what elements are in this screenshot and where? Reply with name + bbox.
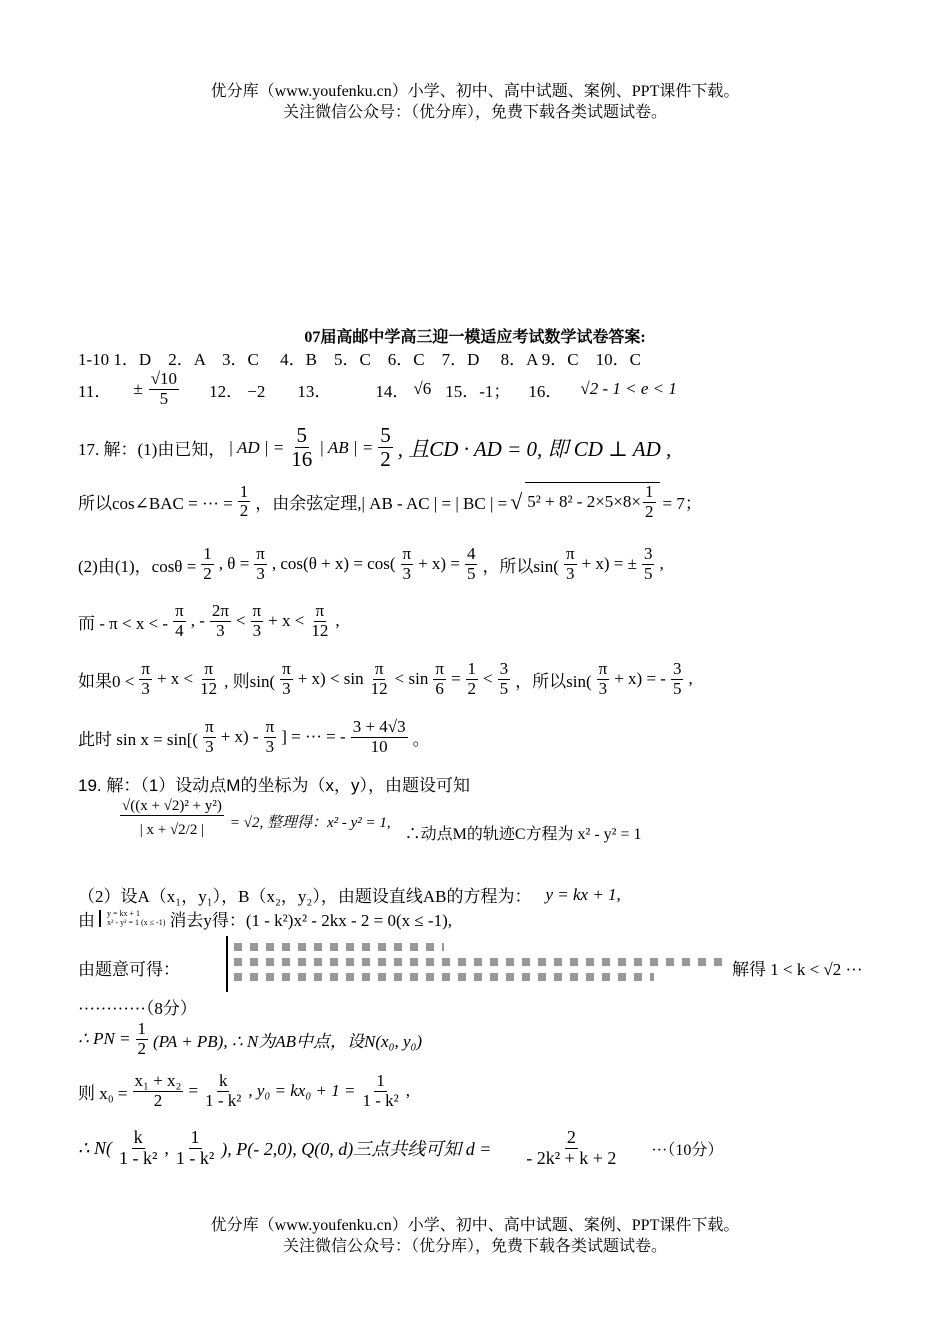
fraction xyxy=(360,1072,400,1110)
q14-value: √6 xyxy=(413,379,432,399)
frac-denominator: 10 xyxy=(370,736,388,756)
math-text: < sin xyxy=(394,669,429,689)
q13-answer: 13． xyxy=(297,381,332,401)
header-line-1: 优分库（www.youfenku.cn）小学、初中、高中试题、案例、PPT课件下载。 xyxy=(210,83,740,100)
frac-denominator: 6 xyxy=(435,678,444,698)
math-text: ，所以sin( xyxy=(482,556,559,576)
blurred-line xyxy=(234,973,654,981)
frac-denominator: 3 xyxy=(252,620,262,640)
frac-numerator: 1 xyxy=(645,482,654,501)
fraction xyxy=(597,660,610,698)
math-text: ∴ N( xyxy=(78,1137,112,1158)
fraction xyxy=(264,718,277,756)
frac-numerator: 1 xyxy=(376,1071,385,1090)
q17-line-3-head: (2)由(1)，cosθ = xyxy=(78,556,197,576)
math-text: , cos(θ + x) = cos( xyxy=(271,554,396,574)
frac-numerator: π xyxy=(315,601,325,620)
answers-1-10: 1-10 1．D 2．A 3．C 4．B 5．C 6．C 7．D 8．A 9．C 10．C xyxy=(78,350,641,369)
math-text: = xyxy=(188,1081,199,1101)
frac-denominator: 1 - k² xyxy=(118,1147,158,1168)
fraction xyxy=(465,545,478,583)
fraction xyxy=(203,718,216,756)
math-text: ), P(- 2,0), Q(0, d)三点共线可知 d = xyxy=(221,1139,492,1160)
blurred-inequality-system xyxy=(226,936,734,992)
q16-label: 16． xyxy=(528,381,563,401)
fraction xyxy=(280,660,293,698)
frac-denominator: 3 xyxy=(216,620,225,640)
fraction xyxy=(210,602,231,640)
q11-denominator: 5 xyxy=(159,388,169,408)
frac-denominator: | x + √2/2 | xyxy=(139,821,205,838)
fraction xyxy=(401,545,414,583)
math-text: + x) - xyxy=(220,727,259,747)
fraction xyxy=(498,660,511,698)
blurred-line xyxy=(234,943,444,951)
math-text: 消去y得：(1 - k²)x² - 2kx - 2 = 0(x ≤ -1), xyxy=(169,911,453,930)
math-text: 由 xyxy=(78,911,95,930)
frac-numerator: 3 + 4√3 xyxy=(352,717,406,736)
fraction xyxy=(309,602,330,640)
math-text: + x < xyxy=(156,669,194,689)
q17-line-3 xyxy=(78,545,664,583)
fraction xyxy=(254,545,267,583)
footer-line-2: 关注微信公众号：（优分库），免费下载各类试题试卷。 xyxy=(282,1238,667,1255)
fraction xyxy=(496,1128,646,1169)
q17-line-5 xyxy=(78,660,693,698)
q11-fraction xyxy=(149,370,179,408)
frac-numerator: π xyxy=(565,544,575,563)
math-text: < xyxy=(235,611,246,631)
q17-line-1-eq2: | AB | = xyxy=(319,437,374,457)
frac-numerator: 1 xyxy=(467,659,477,678)
q17-line-1-frac2 xyxy=(378,424,393,471)
frac-denominator: 3 xyxy=(598,678,608,698)
fraction xyxy=(564,545,577,583)
frac-numerator: π xyxy=(374,659,384,678)
math-text: = xyxy=(450,669,461,689)
q17-line-2-frac xyxy=(238,483,251,521)
frac-numerator: π xyxy=(205,717,214,736)
frac-numerator: 1 xyxy=(239,481,249,501)
frac-numerator: π xyxy=(435,659,444,678)
frac-numerator: 3 xyxy=(643,544,653,563)
math-text: , xyxy=(688,669,693,689)
answers-11-16 xyxy=(78,370,677,408)
q19-line-8 xyxy=(78,1072,410,1110)
q19-line-4 xyxy=(78,906,452,931)
math-text: , - xyxy=(190,611,205,631)
math-text: , xyxy=(335,611,340,631)
frac-denominator: 5 xyxy=(466,563,476,583)
frac-denominator: 12 xyxy=(311,620,329,640)
q19-line-5 xyxy=(78,936,898,996)
fraction xyxy=(136,1020,149,1058)
fraction xyxy=(671,660,684,698)
q19-line-7 xyxy=(78,1020,422,1058)
math-text: , y₀ = kx₀ + 1 = xyxy=(248,1081,356,1101)
blurred-line xyxy=(234,958,724,966)
q17-line-2 xyxy=(78,482,702,521)
frac-numerator: 1 xyxy=(190,1127,200,1147)
q17-line-1-tail: , 且CD · AD = 0, 即 CD ⊥ AD , xyxy=(397,436,672,461)
math-text: ] = ··· = - xyxy=(281,727,346,747)
frac-denominator: 3 xyxy=(141,678,150,698)
frac-denominator: 2 xyxy=(467,678,477,698)
frac-denominator: 2 xyxy=(203,563,212,583)
fraction xyxy=(203,1072,243,1110)
q15-answer: 15．-1； xyxy=(445,381,511,401)
math-text: , xyxy=(164,1137,169,1158)
q17-line-2-head: 所以cos∠BAC = ··· = xyxy=(78,494,233,514)
frac-numerator: 4 xyxy=(466,544,476,563)
math-text: ，所以sin( xyxy=(515,671,592,691)
q19-line-9 xyxy=(78,1128,723,1169)
q17-line-5-head: 如果0 < xyxy=(78,671,135,691)
q17-line-4 xyxy=(78,602,340,640)
math-text: + x) = - xyxy=(614,669,666,689)
math-text: + x) = xyxy=(418,554,460,574)
frac-numerator: k xyxy=(133,1127,143,1147)
document-title: 07届高邮中学高三迎一模适应考试数学试卷答案: xyxy=(304,329,646,346)
fraction xyxy=(466,660,479,698)
frac-denominator: 3 xyxy=(282,678,291,698)
math-text: ∴ PN = xyxy=(78,1029,131,1049)
frac-denominator: 3 xyxy=(265,736,275,756)
frac-denominator: 1 - k² xyxy=(205,1090,242,1110)
fraction xyxy=(173,602,186,640)
fraction xyxy=(642,545,655,583)
math-text: y = kx + 1 xyxy=(107,908,141,918)
frac-denominator: 2 xyxy=(137,1038,147,1058)
frac-denominator: 3 xyxy=(256,563,265,583)
fraction xyxy=(117,1128,159,1169)
fraction xyxy=(369,660,390,698)
frac-denominator: 5 xyxy=(672,678,682,698)
frac-numerator: π xyxy=(175,601,184,620)
frac-numerator: π xyxy=(282,659,291,678)
frac-numerator: √((x + √2)² + y²) xyxy=(122,798,222,814)
footer-line-1: 优分库（www.youfenku.cn）小学、初中、高中试题、案例、PPT课件下载。 xyxy=(210,1217,740,1234)
frac-denominator: 4 xyxy=(175,620,184,640)
frac-numerator: 3 xyxy=(499,659,509,678)
q11-sign: ± xyxy=(133,379,143,399)
fraction xyxy=(433,660,446,698)
q17-line-1 xyxy=(78,424,671,471)
fraction xyxy=(139,660,152,698)
q14-label: 14． xyxy=(375,381,410,401)
frac-numerator: π xyxy=(265,717,275,736)
math-text: , θ = xyxy=(218,554,250,574)
frac-numerator: π xyxy=(141,659,150,678)
frac-denominator: 2 xyxy=(153,1090,163,1110)
math-text: = √2, 整理得：x² - y² = 1, xyxy=(229,814,391,831)
fraction xyxy=(198,660,219,698)
frac-numerator: 2 xyxy=(566,1127,576,1147)
frac-denominator: 12 xyxy=(200,678,218,698)
frac-numerator: 5 xyxy=(380,423,391,447)
math-text: 则 x₀ = xyxy=(78,1083,128,1103)
frac-numerator: π xyxy=(598,659,608,678)
frac-numerator: π xyxy=(256,544,265,563)
q11-label: 11． xyxy=(78,381,112,401)
math-text: ···（10分） xyxy=(651,1141,724,1159)
root-expression: 5² + 8² - 2×5×8× xyxy=(527,492,641,512)
frac-denominator: 5 xyxy=(643,563,653,583)
q17-line-1-label: 17. 解：(1)由已知， xyxy=(78,440,226,460)
q19-fraction xyxy=(120,798,224,844)
fraction xyxy=(201,545,214,583)
q17-line-2-root xyxy=(525,482,659,521)
math-text: (PA + PB), ∴ N为AB中点，设N(x₀, y₀) xyxy=(153,1031,423,1051)
math-text: + x) < sin xyxy=(297,669,364,689)
fraction xyxy=(351,718,408,756)
math-text: x² - y² = 1 (x ≤ -1) xyxy=(107,917,166,927)
frac-numerator: 5 xyxy=(296,423,308,447)
header-line-2: 关注微信公众号：（优分库），免费下载各类试题试卷。 xyxy=(282,104,667,121)
q17-line-2-tail: = 7； xyxy=(662,494,702,514)
frac-numerator: π xyxy=(252,601,262,620)
math-text: , xyxy=(405,1081,410,1101)
q17-line-6 xyxy=(78,718,430,756)
frac-denominator: 3 xyxy=(205,736,214,756)
frac-numerator: 1 xyxy=(203,544,212,563)
q19-line-3 xyxy=(78,882,621,907)
q17-line-4-head: 而 - π < x < - xyxy=(78,613,169,633)
math-text: 解得 1 < k < √2 ··· xyxy=(732,960,863,979)
equation-system xyxy=(99,910,165,928)
frac-numerator: 3 xyxy=(672,659,682,678)
frac-denominator: 12 xyxy=(370,678,388,698)
fraction xyxy=(251,602,264,640)
math-text: y = kx + 1, xyxy=(545,884,621,904)
frac-denominator: 16 xyxy=(291,447,313,472)
math-text: ∴动点M的轨迹C方程为 x² - y² = 1 xyxy=(404,825,642,843)
q19-line-6: ············（8分） xyxy=(78,999,197,1018)
q17-line-6-head: 此时 sin x = sin[( xyxy=(78,729,199,749)
math-text: , 则sin( xyxy=(224,671,276,691)
frac-denominator: 5 xyxy=(499,678,509,698)
root-fraction xyxy=(643,483,656,521)
frac-denominator: 3 xyxy=(565,563,575,583)
math-text: < xyxy=(483,669,493,689)
q19-line-1: 19. 解：（1）设动点M的坐标为（x，y），由题设可知 xyxy=(78,776,470,795)
q11-numerator: √10 xyxy=(150,369,178,388)
fraction xyxy=(174,1128,216,1169)
math-text: + x) = ± xyxy=(581,554,637,574)
math-text: 由题意可得： xyxy=(78,960,180,979)
frac-denominator: - 2k² + k + 2 xyxy=(526,1147,617,1168)
frac-numerator: 1 xyxy=(137,1019,147,1038)
q16-value: √2 - 1 < e < 1 xyxy=(580,379,677,399)
q17-line-1-eq1: | AD | = xyxy=(228,437,285,457)
q12-answer: 12． −2 xyxy=(209,381,266,401)
frac-denominator: 2 xyxy=(239,501,249,521)
frac-denominator: 3 xyxy=(402,563,412,583)
math-text: 。 xyxy=(412,729,430,749)
frac-numerator: π xyxy=(402,544,412,563)
frac-denominator: 1 - k² xyxy=(362,1090,399,1110)
frac-numerator: 2π xyxy=(211,601,229,620)
q17-line-2-mid: ，由余弦定理,| AB - AC | = | BC | = xyxy=(255,494,508,514)
frac-denominator: 2 xyxy=(645,501,654,521)
sqrt-sign-icon: √ xyxy=(510,488,523,514)
frac-denominator: 2 xyxy=(380,447,391,472)
frac-denominator: 1 - k² xyxy=(175,1147,215,1168)
math-text: , xyxy=(659,554,664,574)
math-text: + x < xyxy=(268,611,305,631)
fraction xyxy=(133,1072,184,1110)
frac-numerator: π xyxy=(204,659,213,678)
frac-numerator: k xyxy=(218,1071,228,1090)
q19-line-2 xyxy=(118,798,642,844)
q17-line-1-frac1 xyxy=(289,424,314,471)
frac-numerator: x₁ + x₂ xyxy=(134,1071,182,1090)
math-text: （2）设A（x₁，y₁），B（x₂，y₂），由题设直线AB的方程为： xyxy=(78,887,532,906)
